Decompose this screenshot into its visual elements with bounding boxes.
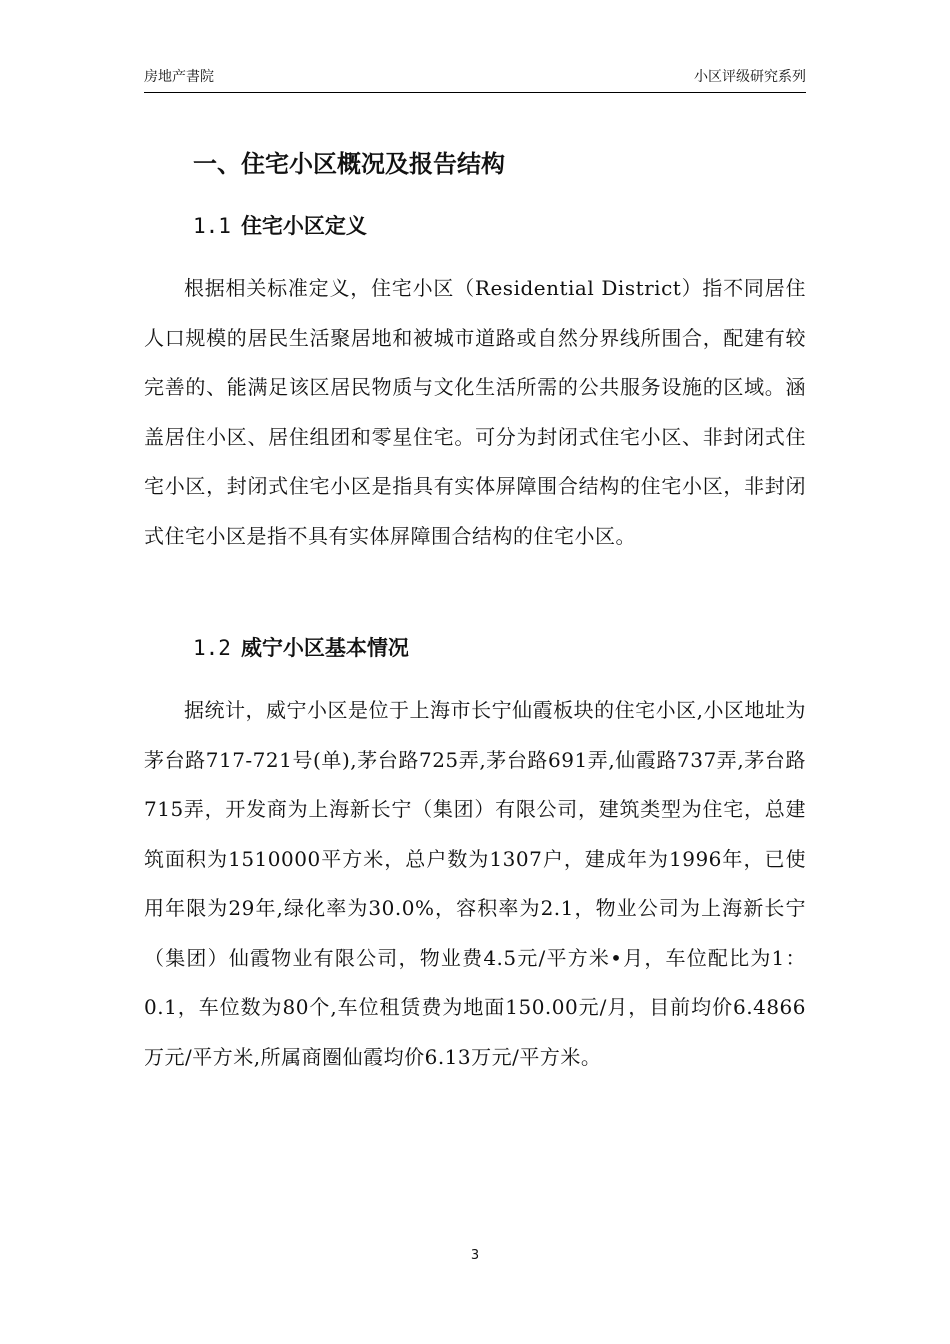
header-divider: [144, 92, 806, 93]
section-number: 1.1: [193, 214, 231, 238]
section-title: 住宅小区定义: [240, 214, 367, 238]
community-info-paragraph: 据统计，威宁小区是位于上海市长宁仙霞板块的住宅小区,小区地址为茅台路717-721号(单),茅台路725弄,茅台路691弄,仙霞路737弄,茅台路715弄，开发商为上海新长宁（集团）有限公司，建筑类型为住宅，总建筑面积为1510000平方米，总户数为1307户，建成年为1996年，已使用年限为29年,绿化率为30.0%，容积率为2.1，物业公司为上海新长宁（集团）仙霞物业有限公司，物业费4.5元/平方米•月，车位配比为1：0.1，车位数为80个,车位租赁费为地面150.00元/月，目前均价6.4866万元/平方米,所属商圈仙霞均价6.13万元/平方米。: [144, 698, 806, 1069]
definition-paragraph: 根据相关标准定义，住宅小区（Residential District）指不同居住人口规模的居民生活聚居地和被城市道路或自然分界线所围合，配建有较完善的、能满足该区居民物质与文化生活所需的公共服务设施的区域。涵盖居住小区、居住组团和零星住宅。可分为封闭式住宅小区、非封闭式住宅小区，封闭式住宅小区是指具有实体屏障围合结构的住宅小区，非封闭式住宅小区是指不具有实体屏障围合结构的住宅小区。: [144, 276, 806, 548]
section-heading-1-2: [193, 630, 409, 666]
chapter-heading: 一、住宅小区概况及报告结构: [193, 150, 505, 178]
section-title: 威宁小区基本情况: [240, 636, 409, 660]
page-number: 3: [470, 1248, 480, 1263]
header-publisher: 房地产書院: [144, 69, 214, 85]
header-series-title: 小区评级研究系列: [694, 69, 806, 85]
section-number: 1.2: [193, 636, 231, 660]
page-header: [144, 66, 806, 88]
section-heading-1-1: [193, 208, 367, 244]
